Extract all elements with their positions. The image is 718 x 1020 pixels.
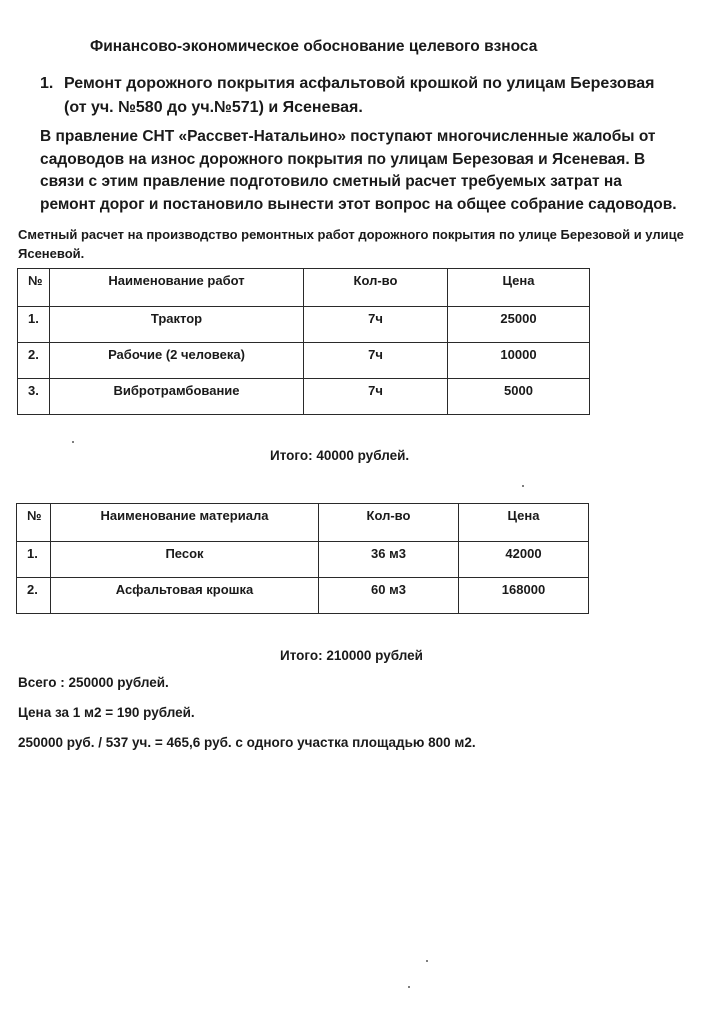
header-price: Цена <box>459 504 589 542</box>
header-qty: Кол-во <box>304 269 448 307</box>
row-price: 10000 <box>448 343 590 379</box>
price-per-m2: Цена за 1 м2 = 190 рублей. <box>18 705 195 720</box>
scan-speck <box>426 960 428 962</box>
scan-speck <box>522 485 524 487</box>
row-name: Рабочие (2 человека) <box>50 343 304 379</box>
row-price: 5000 <box>448 379 590 415</box>
header-number: № <box>18 269 50 307</box>
row-qty: 7ч <box>304 307 448 343</box>
works-table-header <box>18 269 590 307</box>
header-number: № <box>17 504 51 542</box>
intro-paragraph: В правление СНТ «Рассвет-Натальино» поступают многочисленные жалобы от садоводов на износ дорожного покрытия по улицам Березовая и Ясеневая. В связи с этим правление подготовило сметный расчет требуемых затрат на ремонт дорог и постановило вынести этот вопрос на общее собрание садоводов. <box>40 128 677 213</box>
header-name: Наименование материала <box>51 504 319 542</box>
table-row <box>17 578 589 614</box>
row-qty: 7ч <box>304 343 448 379</box>
row-number: 2. <box>18 343 50 379</box>
header-price: Цена <box>448 269 590 307</box>
item-number: 1. <box>40 75 54 92</box>
materials-table-header <box>17 504 589 542</box>
row-number: 1. <box>18 307 50 343</box>
per-plot-calculation: 250000 руб. / 537 уч. = 465,6 руб. с одного участка площадью 800 м2. <box>18 735 476 750</box>
row-name: Песок <box>51 542 319 578</box>
materials-table <box>16 503 589 614</box>
row-price: 25000 <box>448 307 590 343</box>
works-table <box>17 268 590 415</box>
works-total: Итого: 40000 рублей. <box>270 448 410 463</box>
materials-total: Итого: 210000 рублей <box>280 648 423 663</box>
row-qty: 60 м3 <box>319 578 459 614</box>
scan-speck <box>408 986 410 988</box>
table-row <box>18 379 590 415</box>
grand-total: Всего : 250000 рублей. <box>18 675 169 690</box>
item-text: Ремонт дорожного покрытия асфальтовой крошкой по улицам Березовая (от уч. №580 до уч.№571) и Ясеневая. <box>64 75 655 116</box>
row-name: Вибротрамбование <box>50 379 304 415</box>
row-number: 3. <box>18 379 50 415</box>
row-number: 1. <box>17 542 51 578</box>
table-row <box>17 542 589 578</box>
row-number: 2. <box>17 578 51 614</box>
header-qty: Кол-во <box>319 504 459 542</box>
row-price: 168000 <box>459 578 589 614</box>
row-name: Трактор <box>50 307 304 343</box>
scan-speck <box>72 441 74 443</box>
row-price: 42000 <box>459 542 589 578</box>
estimate-caption: Сметный расчет на производство ремонтных работ дорожного покрытия по улице Березовой и улице Ясеневой. <box>18 227 684 261</box>
table-row <box>18 307 590 343</box>
header-name: Наименование работ <box>50 269 304 307</box>
row-name: Асфальтовая крошка <box>51 578 319 614</box>
table-row <box>18 343 590 379</box>
row-qty: 7ч <box>304 379 448 415</box>
document-title: Финансово-экономическое обоснование целевого взноса <box>90 38 538 55</box>
row-qty: 36 м3 <box>319 542 459 578</box>
